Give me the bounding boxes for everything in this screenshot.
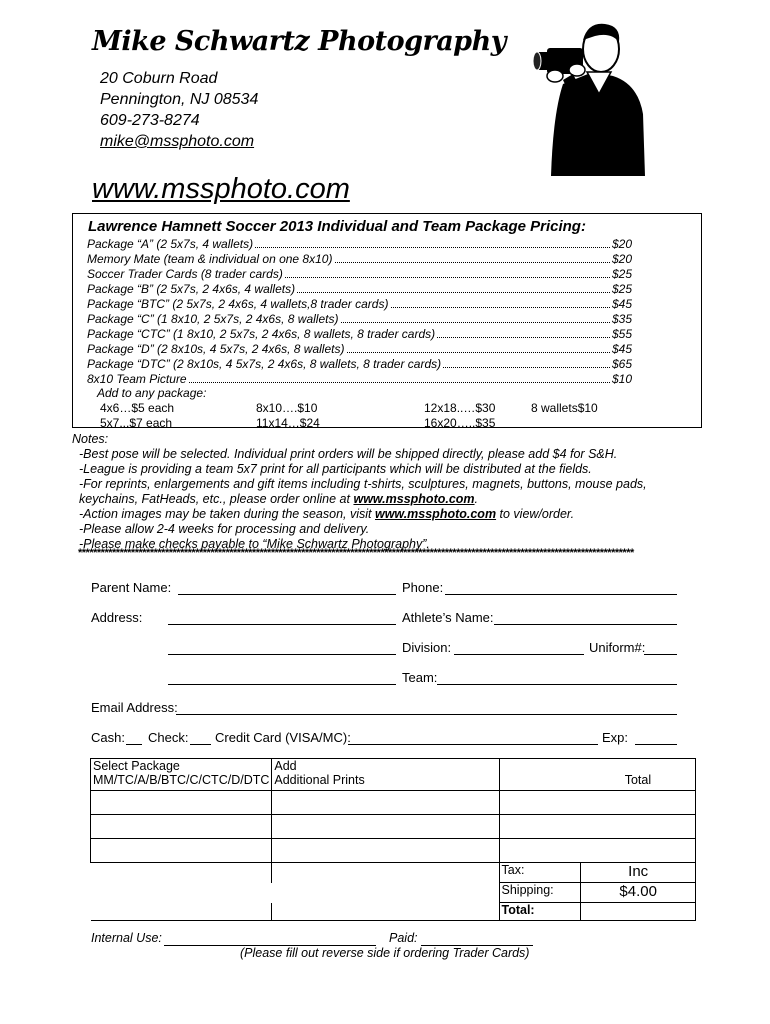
price-amount: $45 [611, 342, 632, 356]
addon-item: 4x6…$5 each [100, 401, 175, 415]
website-link[interactable]: www.mssphoto.com [374, 507, 497, 521]
address-field-line2[interactable] [168, 654, 396, 655]
price-row [87, 252, 632, 267]
table-header-cell [272, 759, 499, 791]
shipping-label: Shipping: [499, 883, 581, 903]
exp-label: Exp: [602, 730, 629, 745]
website-link[interactable]: www.mssphoto.com [92, 173, 350, 205]
division-field[interactable] [454, 654, 584, 655]
price-label: Package “DTC” (2 8x10s, 4 5x7s, 2 4x6s, 8 wallets, 8 trader cards) [87, 357, 442, 371]
table-cell [272, 903, 499, 921]
address-city: Pennington, NJ 08534 [100, 91, 259, 108]
price-label: Soccer Trader Cards (8 trader cards) [87, 267, 283, 281]
table-cell[interactable] [91, 839, 272, 863]
price-row [87, 312, 632, 327]
note-line: -For reprints, enlargements and gift items including t-shirts, sculptures, magnets, buttons, mouse pads, [79, 477, 647, 491]
separator-line: *************************************************************************************************************************************************** [78, 547, 634, 559]
select-package-heading: Select Package [93, 759, 180, 773]
order-table [90, 758, 696, 921]
price-row [87, 282, 632, 297]
table-cell[interactable] [91, 791, 272, 815]
reverse-side-note: (Please fill out reverse side if ordering Trader Cards) [240, 946, 530, 960]
price-amount: $25 [611, 267, 632, 281]
table-cell[interactable] [581, 815, 696, 839]
total-label: Total: [499, 903, 581, 921]
table-cell[interactable] [499, 839, 581, 863]
table-cell[interactable] [499, 815, 581, 839]
tax-value: Inc [581, 863, 696, 883]
tax-label: Tax: [499, 863, 581, 883]
website-link[interactable]: www.mssphoto.com [353, 492, 475, 506]
studio-name: Mike Schwartz Photography [92, 26, 506, 57]
phone-label: Phone: [402, 580, 444, 595]
parent-name-label: Parent Name: [91, 580, 172, 595]
table-cell [91, 863, 272, 883]
table-cell[interactable] [91, 815, 272, 839]
note-text: keychains, FatHeads, etc., please order online at [79, 492, 354, 506]
credit-card-field[interactable] [348, 744, 598, 745]
email-label: Email Address: [91, 700, 178, 715]
table-cell[interactable] [581, 839, 696, 863]
price-row [87, 237, 632, 252]
email-field[interactable] [176, 714, 677, 715]
price-row [87, 297, 632, 312]
price-row [87, 357, 632, 372]
note-text: -Action images may be taken during the season, visit [79, 507, 375, 521]
photographer-image [533, 14, 645, 176]
note-line: -Best pose will be selected. Individual print orders will be shipped directly, please add $4 for S&H. [79, 447, 618, 461]
address-label: Address: [91, 610, 143, 625]
add-heading: Add [274, 759, 297, 773]
table-cell[interactable] [499, 791, 581, 815]
addon-item: 8 wallets$10 [531, 401, 598, 415]
note-line [72, 507, 647, 522]
table-row[interactable] [91, 815, 696, 839]
pricing-heading: Lawrence Hamnett Soccer 2013 Individual and Team Package Pricing: [88, 218, 586, 235]
price-amount: $35 [611, 312, 632, 326]
price-label: Package “C” (1 8x10, 2 5x7s, 2 4x6s, 8 wallets) [87, 312, 339, 326]
package-codes: MM/TC/A/B/BTC/C/CTC/D/DTC [93, 773, 270, 787]
addon-item: 12x18..…$30 [424, 401, 496, 415]
total-row [91, 903, 696, 921]
table-cell [91, 903, 272, 921]
price-label: Package “B” (2 5x7s, 2 4x6s, 4 wallets) [87, 282, 296, 296]
note-line [72, 492, 647, 507]
notes-section [72, 432, 647, 552]
team-field[interactable] [437, 684, 677, 685]
addons-heading: Add to any package: [97, 386, 207, 400]
price-row [87, 342, 632, 357]
internal-use-label: Internal Use: [91, 931, 162, 945]
phone-field[interactable] [445, 594, 677, 595]
shipping-row [91, 883, 696, 903]
price-label: Package “BTC” (2 5x7s, 2 4x6s, 4 wallets,8 trader cards) [87, 297, 389, 311]
price-label: Memory Mate (team & individual on one 8x10) [87, 252, 333, 266]
cash-label: Cash: [91, 730, 125, 745]
shipping-value: $4.00 [581, 883, 696, 903]
price-row [87, 267, 632, 282]
note-line: -League is providing a team 5x7 print for all participants which will be distributed at the fields. [79, 462, 592, 476]
table-cell[interactable] [272, 839, 499, 863]
price-amount: $10 [611, 372, 632, 386]
addon-item: 5x7...$7 each [100, 416, 173, 430]
table-cell [272, 863, 499, 883]
table-cell [272, 883, 499, 903]
address-field-line3[interactable] [168, 684, 396, 685]
price-amount: $20 [611, 237, 632, 251]
credit-card-label: Credit Card (VISA/MC): [215, 730, 351, 745]
note-line: -Please allow 2-4 weeks for processing and delivery. [79, 522, 370, 536]
price-label: Package “D” (2 8x10s, 4 5x7s, 2 4x6s, 8 wallets) [87, 342, 345, 356]
note-text: . [474, 492, 479, 506]
price-label: Package “A” (2 5x7s, 4 wallets) [87, 237, 254, 251]
table-cell[interactable] [272, 815, 499, 839]
email-link[interactable]: mike@mssphoto.com [100, 133, 255, 150]
paid-label: Paid: [389, 931, 418, 945]
athlete-name-label: Athlete’s Name: [402, 610, 494, 625]
addon-item: 16x20…..$35 [424, 416, 496, 430]
additional-prints-heading: Additional Prints [274, 773, 365, 787]
note-line: -Please make checks payable to “Mike Schwartz Photography”. [79, 537, 430, 551]
notes-heading: Notes: [72, 432, 109, 446]
table-cell [91, 883, 272, 903]
price-row [87, 372, 632, 387]
note-text: to view/order. [496, 507, 575, 521]
table-header-cell [499, 759, 581, 791]
check-field[interactable] [190, 744, 211, 745]
table-header-row [91, 759, 696, 791]
phone-number: 609-273-8274 [100, 112, 200, 129]
address-field[interactable] [168, 624, 396, 625]
addon-item: 8x10….$10 [256, 401, 318, 415]
athlete-name-field[interactable] [494, 624, 677, 625]
price-amount: $25 [611, 282, 632, 296]
uniform-field[interactable] [644, 654, 677, 655]
table-cell[interactable] [272, 791, 499, 815]
table-row[interactable] [91, 791, 696, 815]
team-label: Team: [402, 670, 438, 685]
price-amount: $20 [611, 252, 632, 266]
division-label: Division: [402, 640, 452, 655]
total-heading: Total [581, 759, 696, 791]
price-amount: $55 [611, 327, 632, 341]
exp-field[interactable] [635, 744, 677, 745]
cash-field[interactable] [126, 744, 142, 745]
addon-item: 11x14…$24 [256, 416, 320, 430]
price-label: Package “CTC” (1 8x10, 2 5x7s, 2 4x6s, 8 wallets, 8 trader cards) [87, 327, 436, 341]
price-amount: $65 [611, 357, 632, 371]
total-value-field[interactable] [581, 903, 696, 921]
uniform-label: Uniform#: [589, 640, 646, 655]
price-amount: $45 [611, 297, 632, 311]
parent-name-field[interactable] [178, 594, 396, 595]
price-row [87, 327, 632, 342]
price-label: 8x10 Team Picture [87, 372, 187, 386]
check-label: Check: [148, 730, 189, 745]
table-cell[interactable] [581, 791, 696, 815]
table-header-cell [91, 759, 272, 791]
table-row[interactable] [91, 839, 696, 863]
tax-row [91, 863, 696, 883]
address-street: 20 Coburn Road [100, 70, 218, 87]
